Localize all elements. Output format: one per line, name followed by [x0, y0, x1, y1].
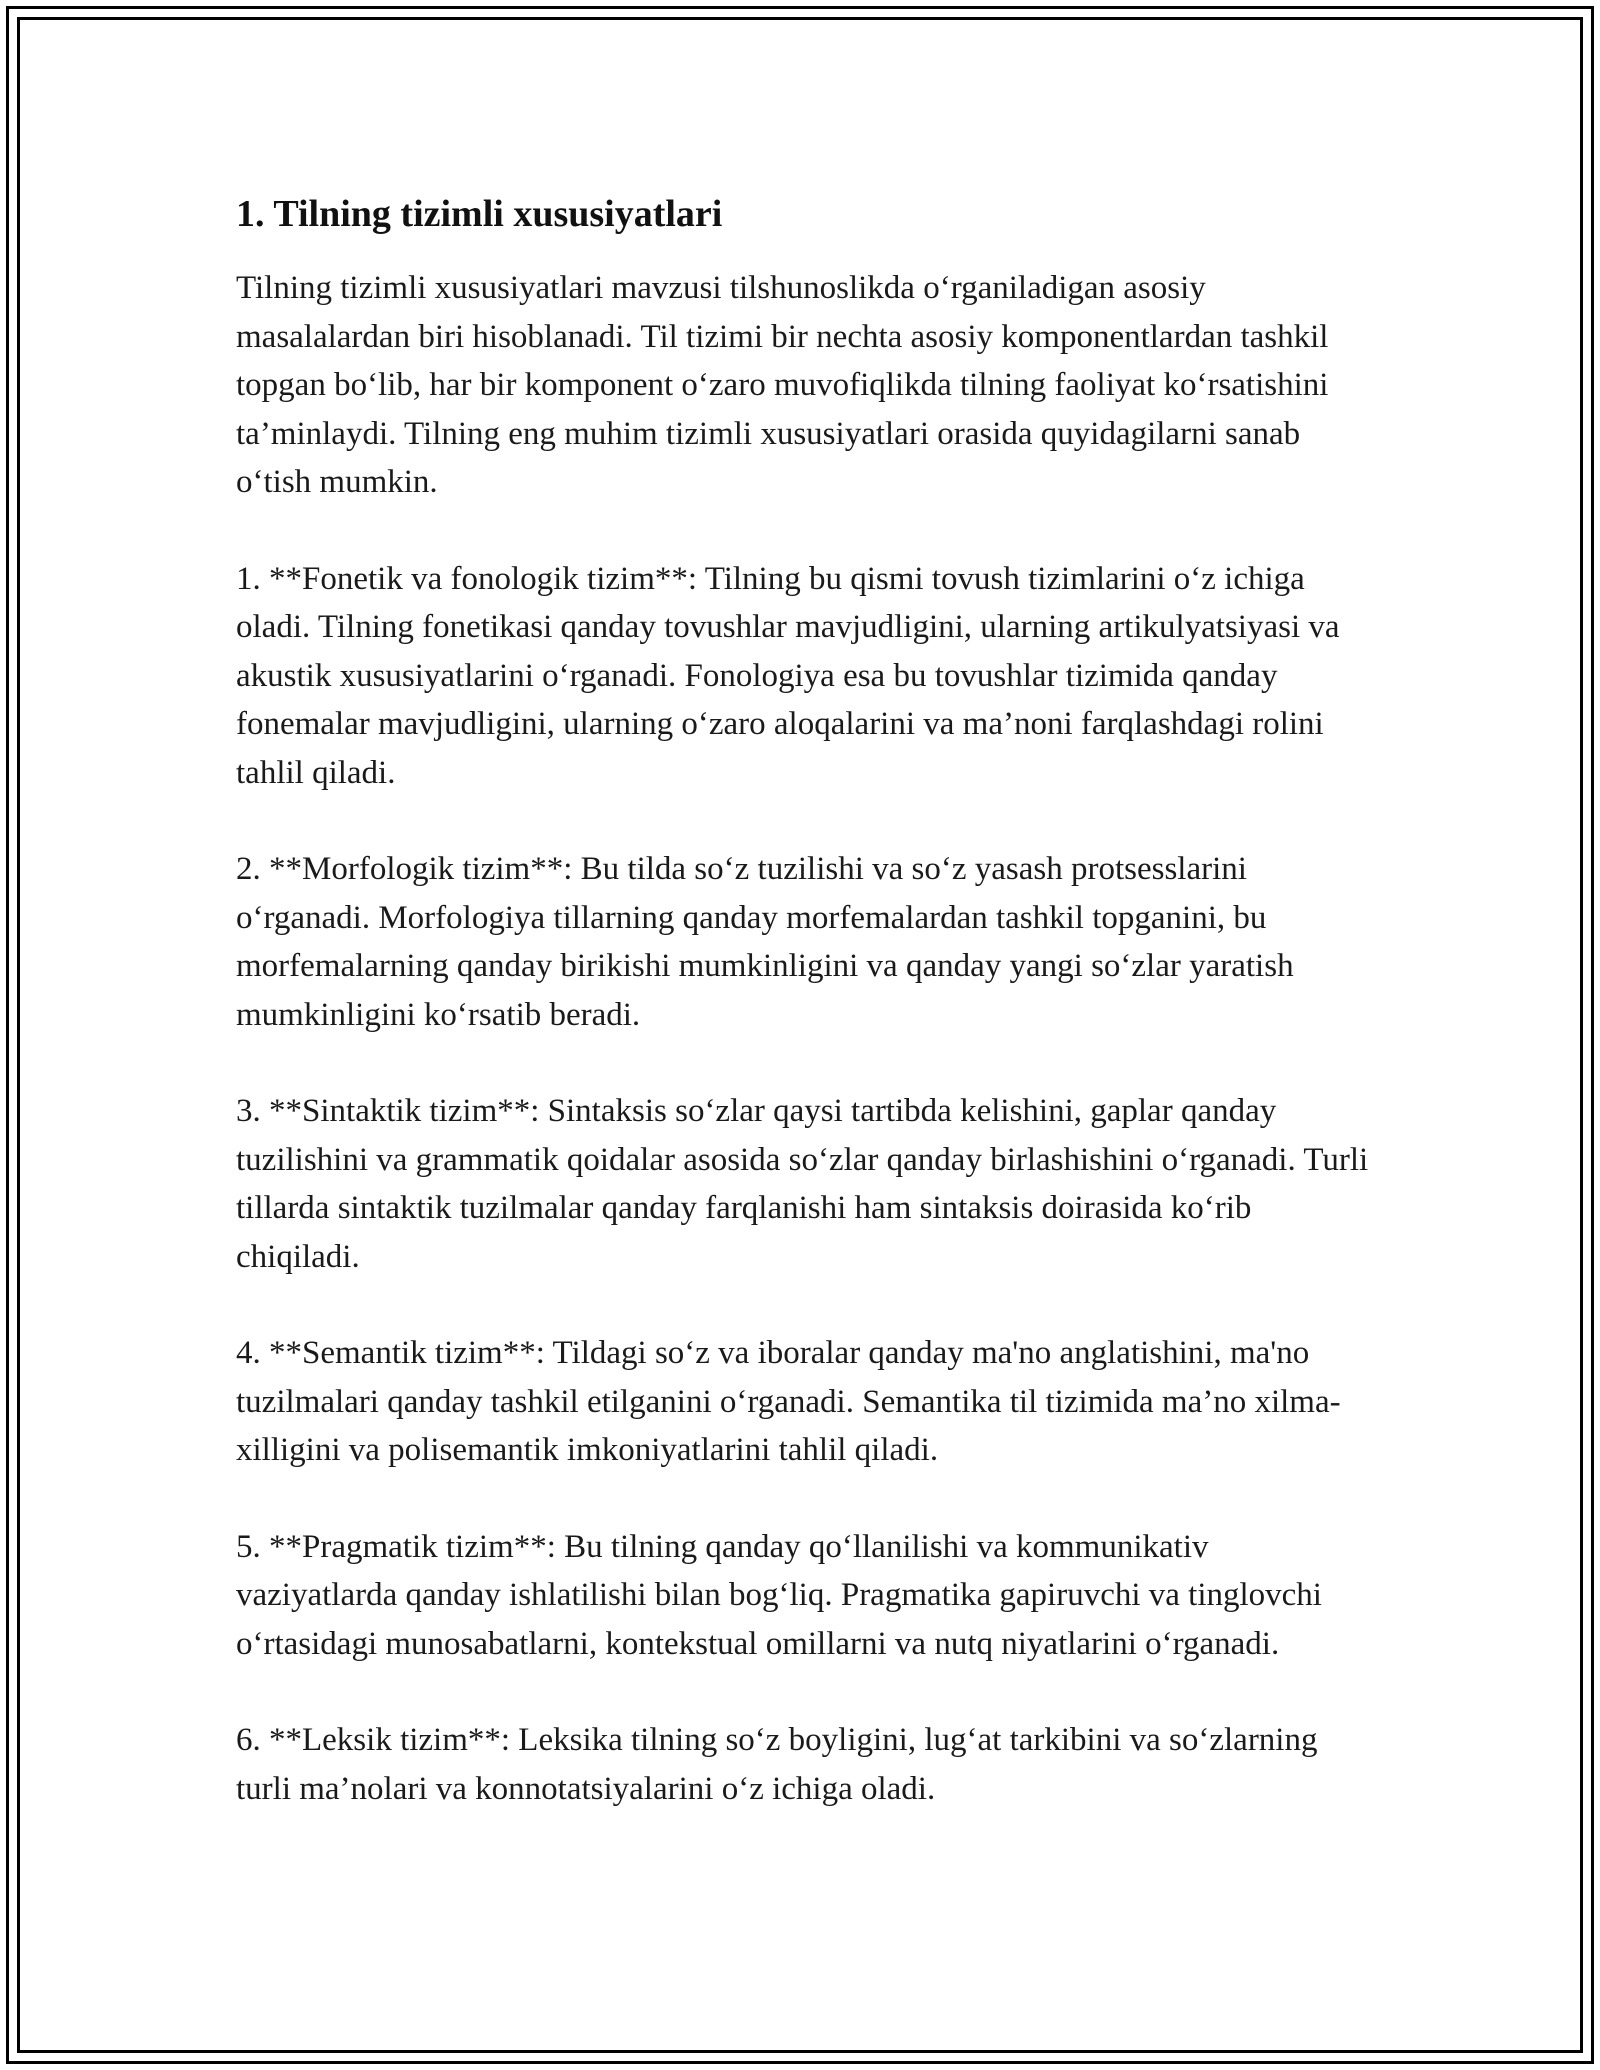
- paragraph-intro: Tilning tizimli xususiyatlari mavzusi tilshunoslikda o‘rganiladigan asosiy masalalardan biri hisoblanadi. Til tizimi bir nechta asosiy komponentlardan tashkil topgan bo‘lib, har bir komponent o‘zaro muvofiqlikda tilning faoliyat ko‘rsatishini ta’minlaydi. Tilning eng muhim tizimli xususiyatlari orasida quyidagilarni sanab o‘tish mumkin.: [236, 270, 1329, 500]
- paragraph-morphological-system: 2. **Morfologik tizim**: Bu tilda so‘z tuzilishi va so‘z yasash protsesslarini o‘rganadi. Morfologiya tillarning qanday morfemalardan tashkil topganini, bu morfemalarning qanday birikishi mumkinligini va qanday yangi so‘zlar yaratish mumkinligini ko‘rsatib beradi.: [236, 851, 1294, 1033]
- document-body: [236, 188, 1376, 1861]
- section-heading: 1. Tilning tizimli xususiyatlari: [236, 193, 723, 235]
- paragraph-syntactic-system: 3. **Sintaktik tizim**: Sintaksis so‘zlar qaysi tartibda kelishini, gaplar qanday tuzilishini va grammatik qoidalar asosida so‘zlar qanday birlashishini o‘rganadi. Turli tillarda sintaktik tuzilmalar qanday farqlanishi ham sintaksis doirasida ko‘rib chiqiladi.: [236, 1093, 1369, 1275]
- paragraph-lexical-system: 6. **Leksik tizim**: Leksika tilning so‘z boyligini, lug‘at tarkibini va so‘zlarning turli ma’nolari va konnotatsiyalarini o‘z ichiga oladi.: [236, 1722, 1318, 1807]
- paragraph-semantic-system: 4. **Semantik tizim**: Tildagi so‘z va iboralar qanday ma'no anglatishini, ma'no tuzilmalari qanday tashkil etilganini o‘rganadi. Semantika til tizimida ma’no xilma-xilligini va polisemantik imkoniyatlarini tahlil qiladi.: [236, 1335, 1341, 1468]
- paragraph-phonetic-system: 1. **Fonetik va fonologik tizim**: Tilning bu qismi tovush tizimlarini o‘z ichiga oladi. Tilning fonetikasi qanday tovushlar mavjudligini, ularning artikulyatsiyasi va akustik xususiyatlarini o‘rganadi. Fonologiya esa bu tovushlar tizimida qanday fonemalar mavjudligini, ularning o‘zaro aloqalarini va ma’noni farqlashdagi rolini tahlil qiladi.: [236, 560, 1340, 791]
- paragraph-pragmatic-system: 5. **Pragmatik tizim**: Bu tilning qanday qo‘llanilishi va kommunikativ vaziyatlarda qanday ishlatilishi bilan bog‘liq. Pragmatika gapiruvchi va tinglovchi o‘rtasidagi munosabatlarni, kontekstual omillarni va nutq niyatlarini o‘rganadi.: [236, 1528, 1322, 1662]
